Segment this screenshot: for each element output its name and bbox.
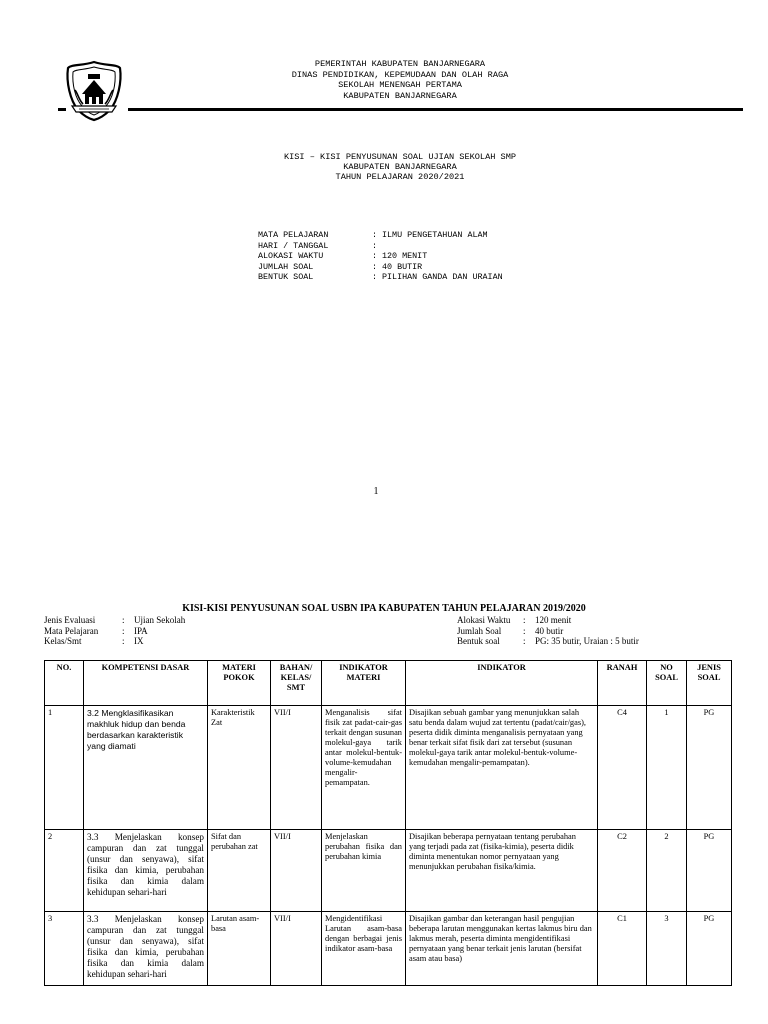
column-header-jenis-soal: JENIS SOAL [687,661,732,706]
meta-label: Mata Pelajaran [44,625,99,636]
meta-row [44,636,185,647]
cell-kompetensi-dasar: 3.2 Mengklasifikasikan makhluk hidup dan benda berdasarkan karakteristik yang diamati [84,706,208,830]
cell-jenis-soal: PG [687,706,732,830]
letterhead-line: DINAS PENDIDIKAN, KEPEMUDAAN DAN OLAH RAGA [291,69,509,80]
cell-indikator-materi: Menganalisis sifat fisik zat padat-cair-gas terkait dengan susunan molekul-gaya tarik antar molekul-bentuk-volume-kemudahan mengalir-pemampatan. [322,706,406,830]
kisi-table-title: KISI-KISI PENYUSUNAN SOAL USBN IPA KABUPATEN TAHUN PELAJARAN 2019/2020 [182,603,586,614]
meta-value: IX [134,636,144,646]
cell-indikator: Disajikan sebuah gambar yang menunjukkan salah satu benda dalam wujud zat tertentu (padat/cair/gas), peserta didik diminta menganalisis pernyataan yang benar terkait sifat fisik dari zat tersebut (susunan molekul-gaya tarik antar molekul-bentuk-volume-kemudahan mengalir-pemampatan). [406,706,598,830]
cell-materi-pokok: Sifat dan perubahan zat [208,830,271,912]
meta-value: Ujian Sekolah [134,615,186,625]
cell-jenis-soal: PG [687,912,732,986]
table-row [45,706,732,830]
letterhead-rule-left [58,108,66,111]
column-header-no-soal: NO SOAL [647,661,687,706]
meta-row [44,615,185,626]
letterhead-text [200,59,600,101]
meta-label: Kelas/Smt [44,636,82,646]
info-separator: : [372,251,378,262]
info-row-alokasi-waktu [258,251,503,262]
column-header-no: NO. [45,661,84,706]
cell-ranah: C1 [598,912,647,986]
evaluation-meta-left [44,615,185,647]
cell-materi-pokok: Larutan asam-basa [208,912,271,986]
info-value: 120 MENIT [382,251,428,262]
info-value: 40 BUTIR [382,261,423,272]
cell-materi-pokok: Karakteristik Zat [208,706,271,830]
info-label: HARI / TANGGAL [258,240,329,251]
info-separator: : [372,261,378,272]
cover-info-list [258,230,503,283]
info-separator: : [372,240,378,251]
cell-ranah: C4 [598,706,647,830]
letterhead-line: SEKOLAH MENENGAH PERTAMA [338,80,462,91]
cell-kelas: VII/I [271,706,322,830]
cell-kelas: VII/I [271,830,322,912]
evaluation-meta-right [457,615,639,647]
column-header-bahan-kelas-smt: BAHAN/ KELAS/ SMT [271,661,322,706]
meta-value: PG: 35 butir, Uraian : 5 butir [535,636,639,646]
table-row [45,912,732,986]
meta-row [44,626,185,637]
column-header-kompetensi-dasar: KOMPETENSI DASAR [84,661,208,706]
page-number: 1 [373,486,379,497]
meta-label: Bentuk soal [457,636,500,646]
table-header-row [45,661,732,706]
meta-label: Alokasi Waktu [457,615,511,625]
info-label: JUMLAH SOAL [258,261,314,272]
cover-title [200,152,600,183]
column-header-indikator: INDIKATOR [406,661,598,706]
info-separator: : [372,230,378,240]
info-row-mata-pelajaran [258,230,503,241]
info-label: BENTUK SOAL [258,272,314,283]
cell-kelas: VII/I [271,912,322,986]
cover-title-line: KISI – KISI PENYUSUNAN SOAL UJIAN SEKOLAH SMP [283,152,517,162]
table-row [45,830,732,912]
meta-value: 40 butir [535,625,564,636]
meta-value: 120 menit [535,615,572,625]
cell-ranah: C2 [598,830,647,912]
info-row-hari-tanggal [258,241,503,252]
cell-kompetensi-dasar: 3.3 Menjelaskan konsep campuran dan zat tunggal (unsur dan senyawa), sifat fisika dan kimia, perubahan fisika dan kimia dalam kehidupan sehari-hari [84,830,208,912]
cell-no: 1 [45,706,84,830]
cell-no-soal: 2 [647,830,687,912]
cell-kompetensi-dasar: 3.3 Menjelaskan konsep campuran dan zat tunggal (unsur dan senyawa), sifat fisika dan kimia, perubahan fisika dan kimia dalam kehidupan sehari-hari [84,912,208,986]
column-header-indikator-materi: INDIKATOR MATERI [322,661,406,706]
cell-indikator-materi: Mengidentifikasi Larutan asam-basa dengan berbagai jenis indikator asam-basa [322,912,406,986]
cell-jenis-soal: PG [687,830,732,912]
kabupaten-crest-logo [64,60,124,122]
cell-no: 3 [45,912,84,986]
letterhead-line: PEMERINTAH KABUPATEN BANJARNEGARA [314,59,486,69]
cell-no-soal: 3 [647,912,687,986]
meta-value: IPA [134,625,148,636]
kisi-kisi-table [44,660,732,986]
cover-title-line: TAHUN PELAJARAN 2020/2021 [335,172,465,183]
meta-label: Jenis Evaluasi [44,615,96,625]
info-row-jumlah-soal [258,262,503,273]
column-header-ranah: RANAH [598,661,647,706]
meta-row [457,626,639,637]
meta-separator: : [523,636,526,646]
cell-no-soal: 1 [647,706,687,830]
info-label: MATA PELAJARAN [258,230,329,240]
letterhead-line: KABUPATEN BANJARNEGARA [343,90,457,101]
cell-indikator-materi: Menjelaskan perubahan fisika dan perubahan kimia [322,830,406,912]
cell-indikator: Disajikan gambar dan keterangan hasil pengujian beberapa larutan menggunakan kertas lakmus biru dan lakmus merah, peserta diminta mengidentifikasi pernyataan yang benar terkait jenis larutan (bersifat asam atau basa) [406,912,598,986]
meta-row [457,636,639,647]
column-header-materi-pokok: MATERI POKOK [208,661,271,706]
meta-separator: : [523,615,526,625]
meta-row [457,615,639,626]
meta-separator: : [122,636,125,646]
info-value: ILMU PENGETAHUAN ALAM [382,230,488,240]
info-separator: : [372,272,378,283]
cell-indikator: Disajikan beberapa pernyataan tentang perubahan yang terjadi pada zat (fisika-kimia), peserta didik diminta menentukan nomor pernyataan yang menunjukkan perubahan fisika/kimia. [406,830,598,912]
cover-title-line: KABUPATEN BANJARNEGARA [343,162,457,173]
letterhead-rule [128,108,743,111]
info-label: ALOKASI WAKTU [258,251,324,262]
meta-separator: : [122,625,125,636]
info-row-bentuk-soal [258,272,503,283]
meta-label: Jumlah Soal [457,625,502,636]
meta-separator: : [122,615,125,625]
cell-no: 2 [45,830,84,912]
info-value: PILIHAN GANDA DAN URAIAN [382,272,503,283]
meta-separator: : [523,625,526,636]
